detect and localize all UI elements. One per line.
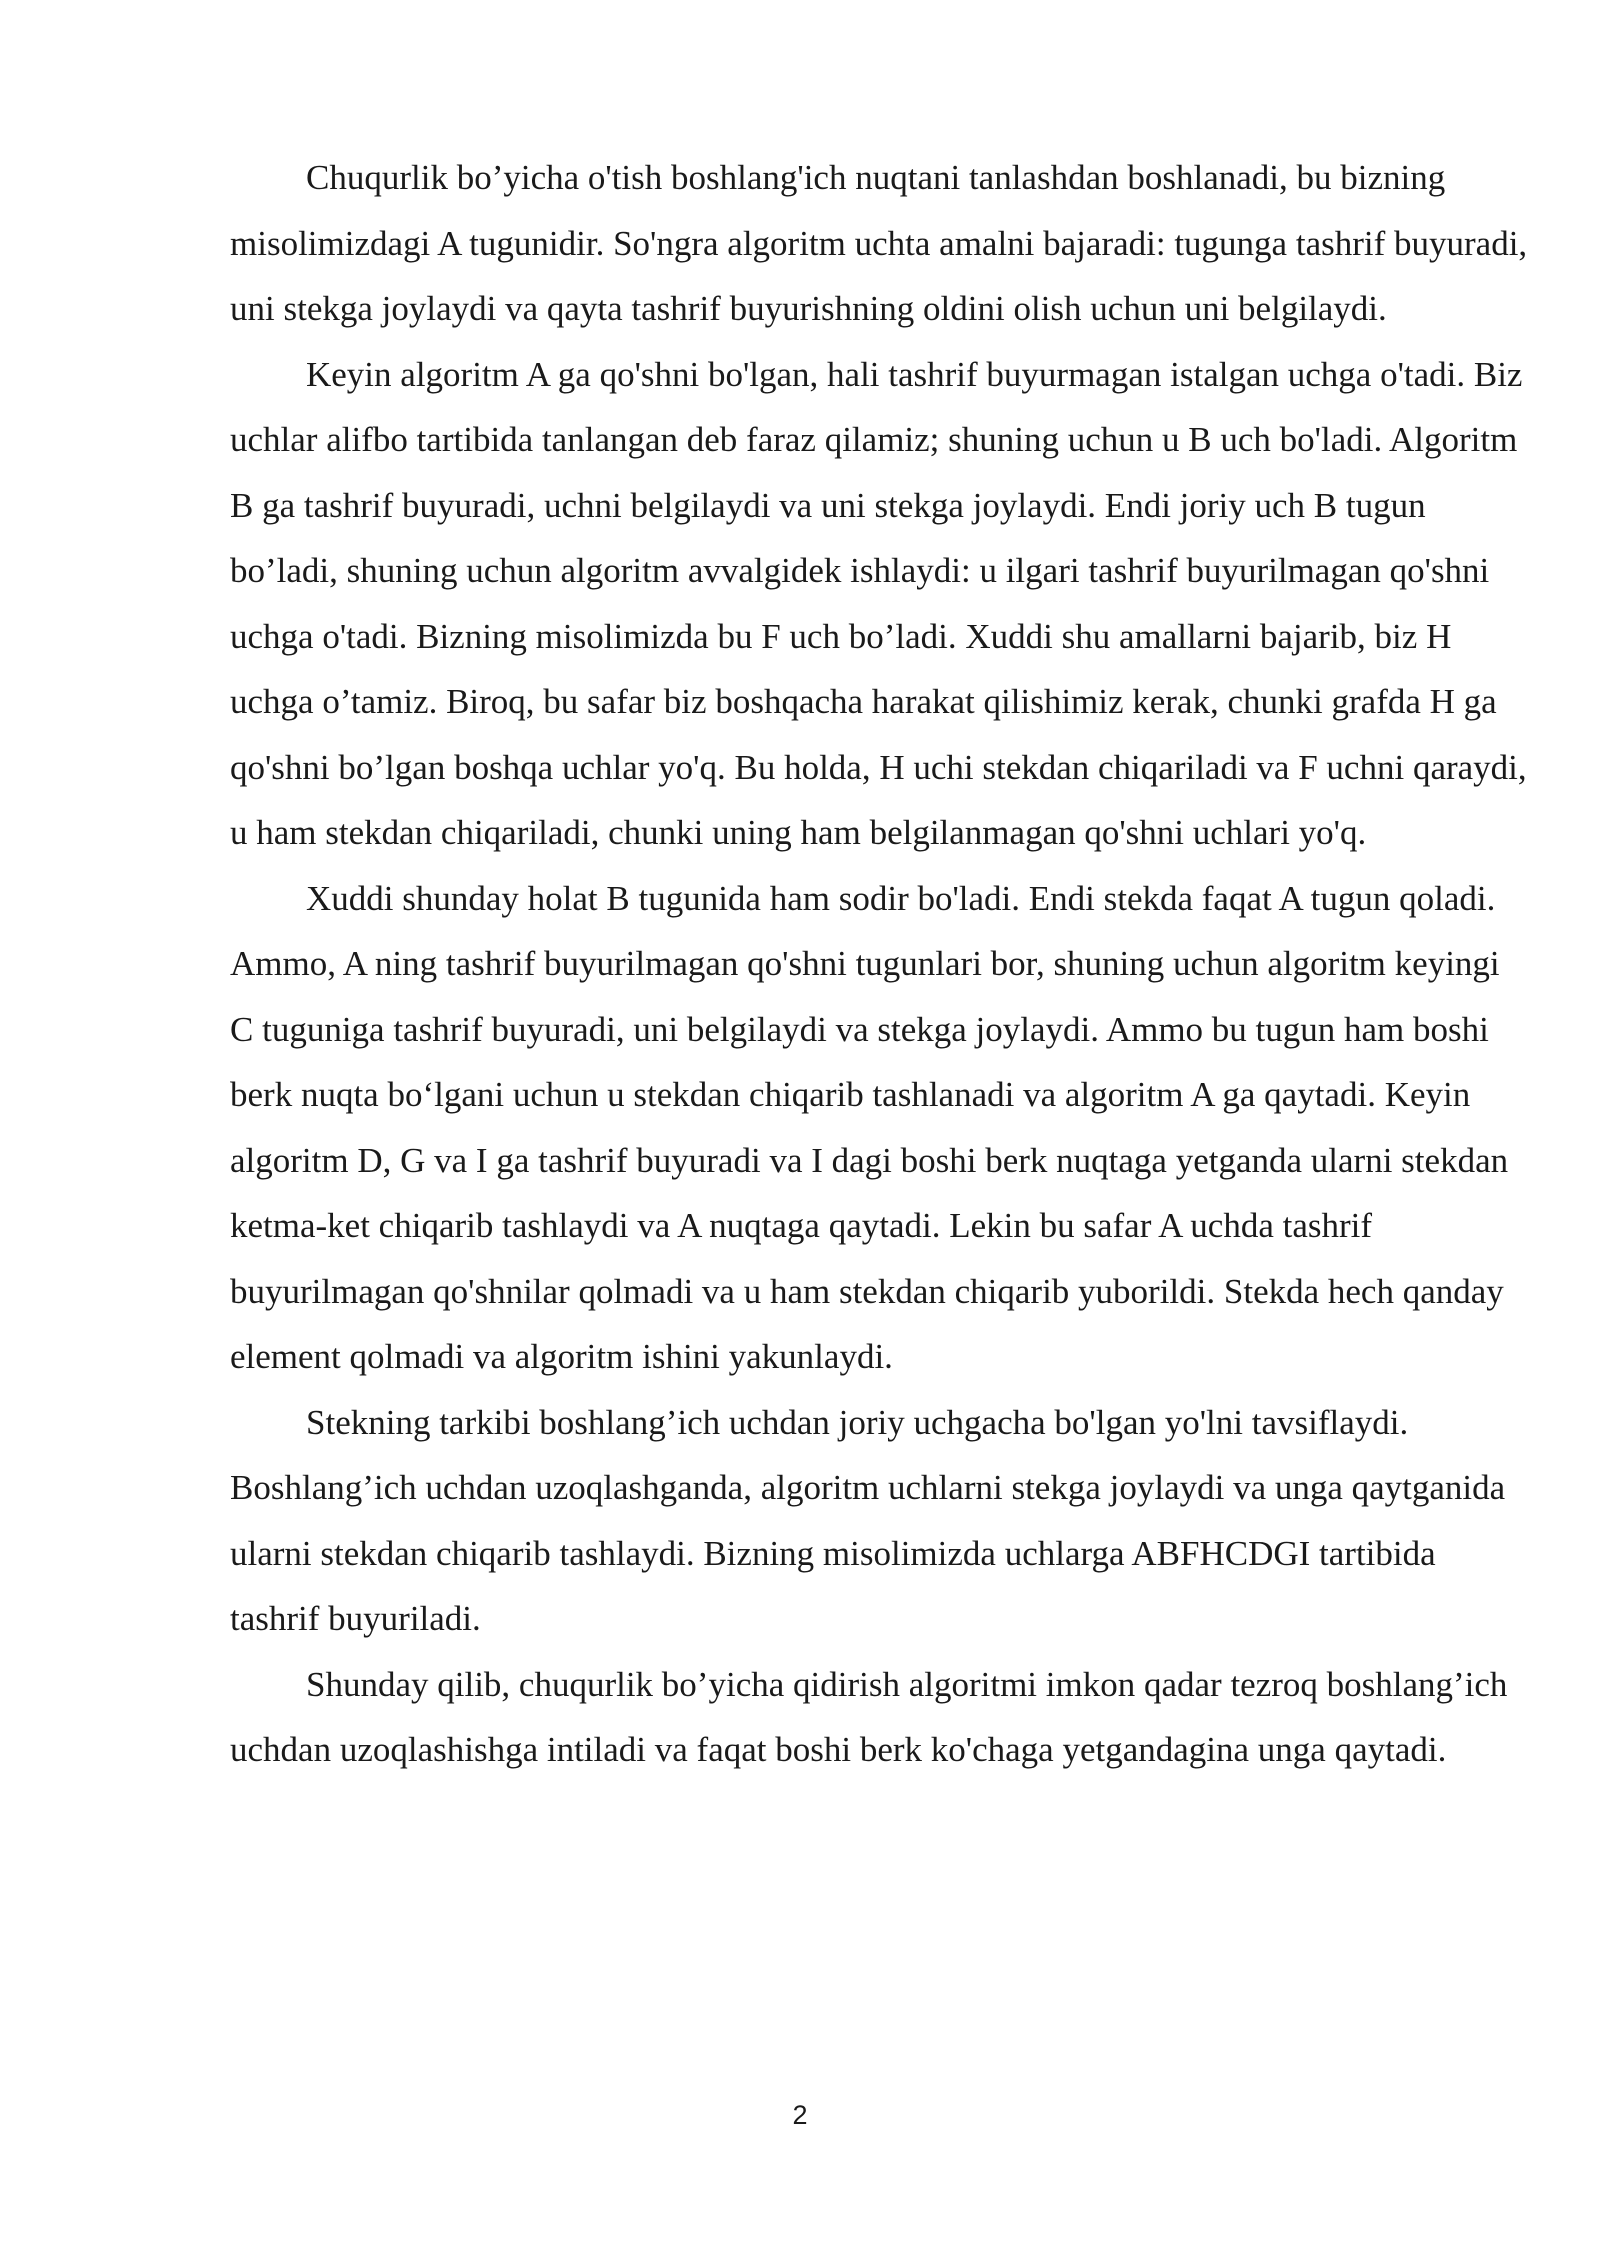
paragraph-1: Chuqurlik bo’yicha o'tish boshlang'ich nuqtani tanlashdan boshlanadi, bu bizning misolimizdagi A tugunidir. So'ngra algoritm uchta amalni bajaradi: tugunga tashrif buyuradi, uni stekga joylaydi va qayta tashrif buyurishning oldini olish uchun uni belgilaydi. [230,158,1528,328]
paragraph-4: Stekning tarkibi boshlang’ich uchdan joriy uchgacha bo'lgan yo'lni tavsiflaydi. Boshlang’ich uchdan uzoqlashganda, algoritm uchlarni stekga joylaydi va unga qaytganida ularni stekdan chiqarib tashlaydi. Bizning misolimizda uchlarga ABFHCDGI tartibida tashrif buyuriladi. [230,1402,1506,1638]
body-text [230,145,1530,1783]
paragraph-3: Xuddi shunday holat B tugunida ham sodir bo'ladi. Endi stekda faqat A tugun qoladi. Ammo, A ning tashrif buyurilmagan qo'shni tugunlari bor, shuning uchun algoritm keyingi C tuguniga tashrif buyuradi, uni belgilaydi va stekga joylaydi. Ammo bu tugun ham boshi berk nuqta bo‘lgani uchun u stekdan chiqarib tashlanadi va algoritm A ga qaytadi. Keyin algoritm D, G va I ga tashrif buyuradi va I dagi boshi berk nuqtaga yetganda ularni stekdan ketma-ket chiqarib tashlaydi va A nuqtaga qaytadi. Lekin bu safar A uchda tashrif buyurilmagan qo'shnilar qolmadi va u ham stekdan chiqarib yuborildi. Stekda hech qanday element qolmadi va algoritm ishini yakunlaydi. [230,878,1509,1376]
paragraph-2: Keyin algoritm A ga qo'shni bo'lgan, hali tashrif buyurmagan istalgan uchga o'tadi. Biz uchlar alifbo tartibida tanlangan deb faraz qilamiz; shuning uchun u B uch bo'ladi. Algoritm B ga tashrif buyuradi, uchni belgilaydi va uni stekga joylaydi. Endi joriy uch B tugun bo’ladi, shuning uchun algoritm avvalgidek ishlaydi: u ilgari tashrif buyurilmagan qo'shni uchga o'tadi. Bizning misolimizda bu F uch bo’ladi. Xuddi shu amallarni bajarib, biz H uchga o’tamiz. Biroq, bu safar biz boshqacha harakat qilishimiz kerak, chunki grafda H ga qo'shni bo’lgan boshqa uchlar yo'q. Bu holda, H uchi stekdan chiqariladi va F uchni qaraydi, u ham stekdan chiqariladi, chunki uning ham belgilanmagan qo'shni uchlari yo'q. [230,354,1527,852]
page-number: 2 [792,2100,808,2130]
paragraph-5: Shunday qilib, chuqurlik bo’yicha qidirish algoritmi imkon qadar tezroq boshlang’ich uchdan uzoqlashishga intiladi va faqat boshi berk ko'chaga yetgandagina unga qaytadi. [230,1664,1508,1769]
